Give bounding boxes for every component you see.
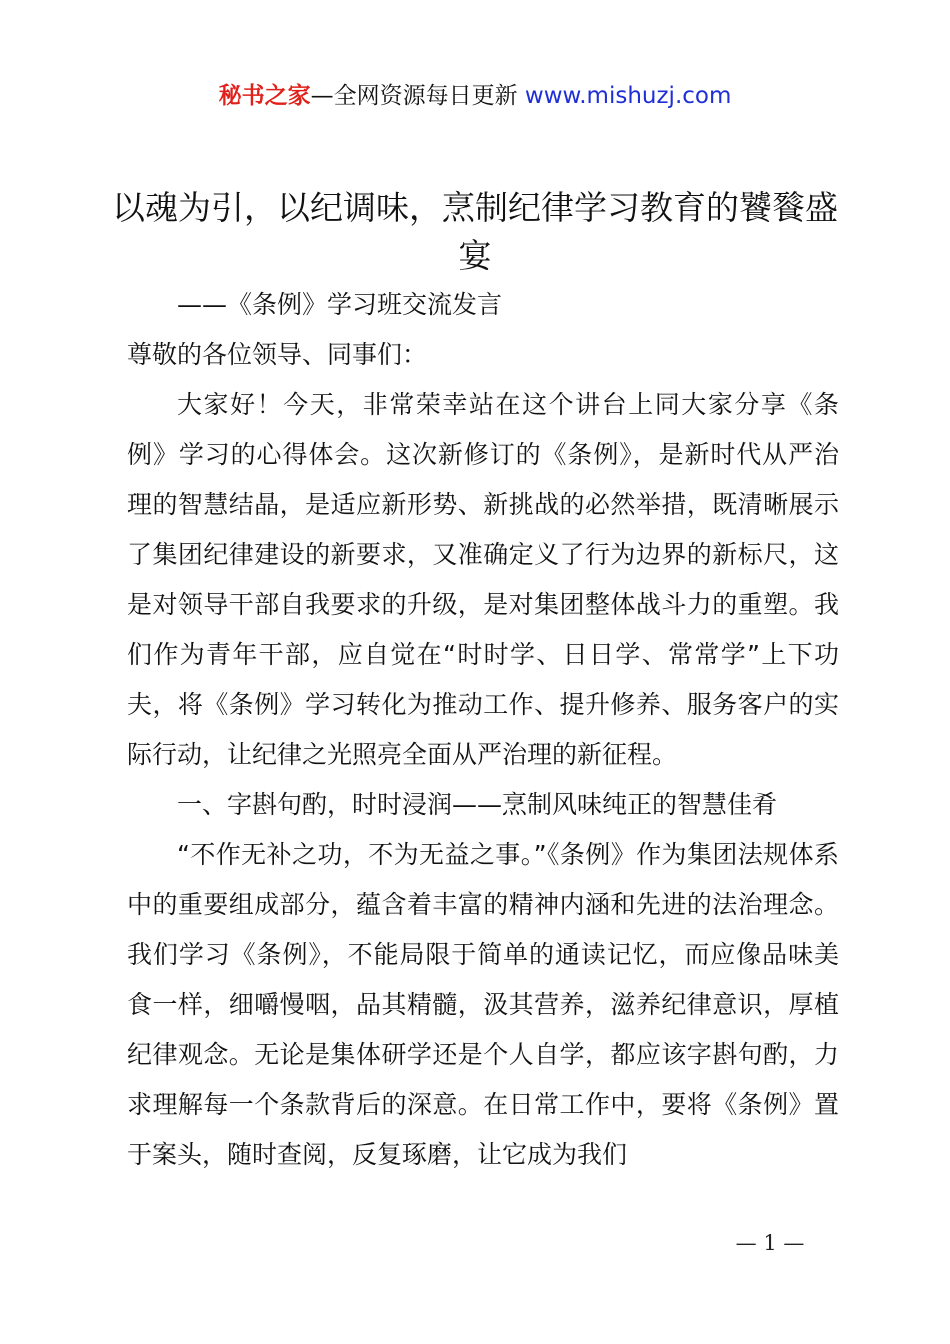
site-brand: 秘书之家 [218, 83, 311, 109]
document-subtitle: ——《条例》学习班交流发言 [177, 290, 503, 319]
site-header [0, 80, 950, 112]
document-title: 以魂为引，以纪调味，烹制纪律学习教育的饕餮盛宴 [112, 188, 838, 275]
section-heading: 一、字斟句酌，时时浸润——烹制风味纯正的智慧佳肴 [177, 790, 778, 819]
site-url-link[interactable]: www.mishuzj.com [524, 83, 732, 109]
paragraph-section-one: “不作无补之功，不为无益之事。”《条例》作为集团法规体系中的重要组成部分，蕴含着丰富的精神内涵和先进的法治理念。我们学习《条例》，不能局限于简单的通读记忆，而应像品味美食一样，细嚼慢咽，品其精髓，汲其营养，滋养纪律意识，厚植纪律观念。无论是集体研学还是个人自学，都应该字斟句酌，力求理解每一个条款背后的深意。在日常工作中，要将《条例》置于案头，随时查阅，反复琢磨，让它成为我们 [127, 840, 839, 1169]
site-tagline: —全网资源每日更新 [310, 83, 518, 109]
paragraph-intro: 大家好！今天，非常荣幸站在这个讲台上同大家分享《条例》学习的心得体会。这次新修订的《条例》，是新时代从严治理的智慧结晶，是适应新形势、新挑战的必然举措，既清晰展示了集团纪律建设的新要求，又准确定义了行为边界的新标尺，这是对领导干部自我要求的升级，是对集团整体战斗力的重塑。我们作为青年干部，应自觉在“时时学、日日学、常常学”上下功夫，将《条例》学习转化为推动工作、提升修养、服务客户的实际行动，让纪律之光照亮全面从严治理的新征程。 [127, 390, 839, 769]
greeting: 尊敬的各位领导、同事们： [127, 340, 428, 369]
page-number: — 1 — [735, 1231, 805, 1255]
